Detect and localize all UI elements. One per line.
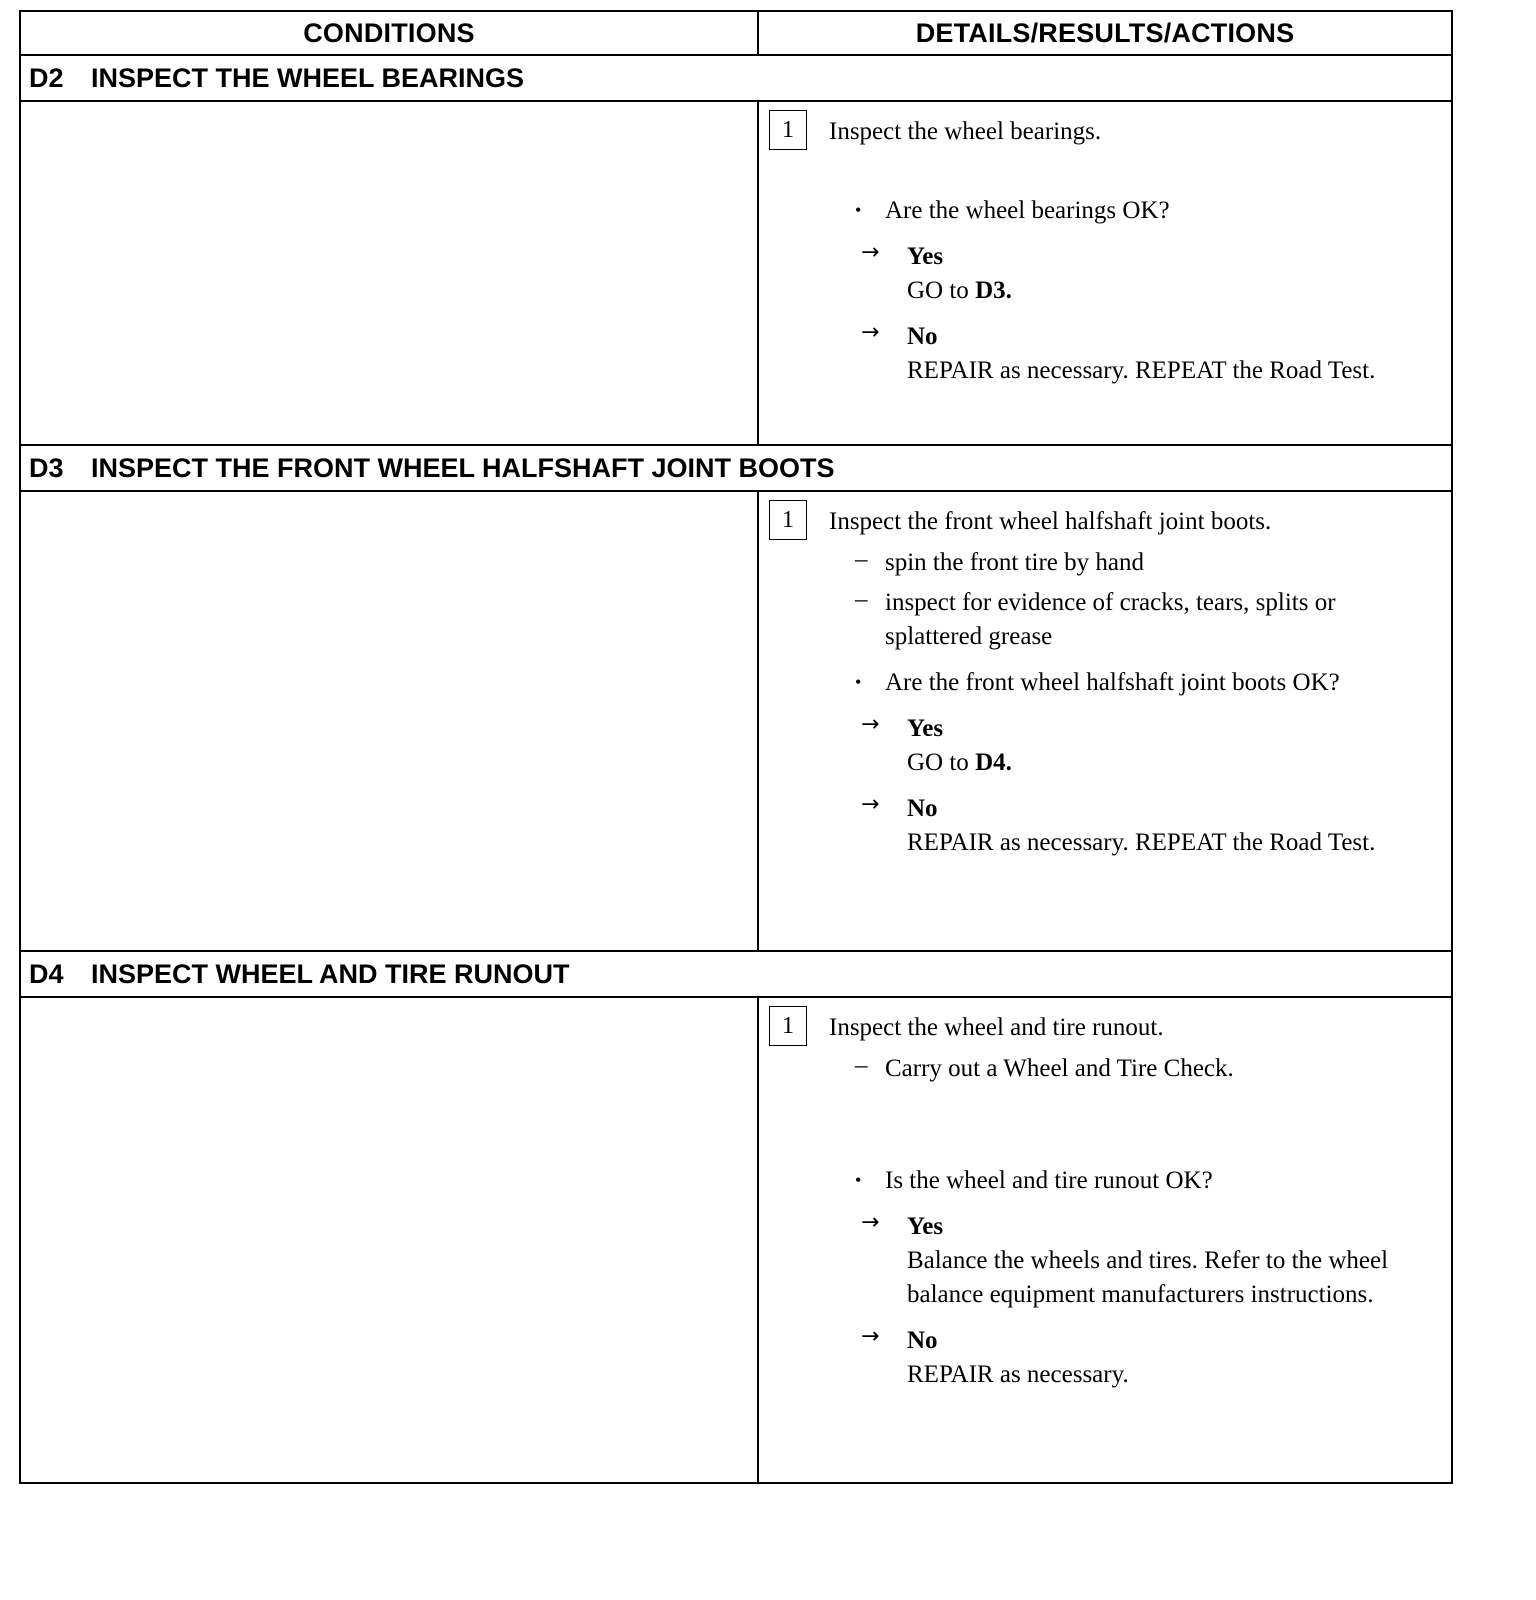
no-text: REPAIR as necessary. REPEAT the Road Test. (907, 829, 1376, 856)
section-d2-header (20, 55, 1452, 101)
question-row (855, 666, 1437, 700)
question-text: Are the front wheel halfshaft joint boots OK? (885, 669, 1340, 696)
details-cell (758, 101, 1452, 445)
substep-item (855, 586, 1437, 654)
yes-text: GO to (907, 277, 976, 304)
section-title: INSPECT WHEEL AND TIRE RUNOUT (91, 958, 570, 989)
step-text: Inspect the wheel bearings. (829, 118, 1102, 145)
conditions-cell (20, 997, 758, 1483)
substep-text: inspect for evidence of cracks, tears, splits or splattered grease (885, 589, 1336, 650)
section-d4-body (20, 997, 1452, 1483)
no-text: REPAIR as necessary. (907, 1361, 1129, 1388)
no-answer (861, 792, 1437, 860)
step-row (769, 1006, 1437, 1046)
arrow-icon: → (861, 1210, 880, 1235)
question-row (855, 194, 1437, 228)
section-d4-header (20, 951, 1452, 997)
question-text: Are the wheel bearings OK? (885, 197, 1170, 224)
yes-label: Yes (907, 1213, 944, 1240)
yes-answer (861, 712, 1437, 780)
no-label: No (907, 1327, 938, 1354)
bullet-icon: • (855, 1170, 862, 1190)
yes-answer (861, 240, 1437, 308)
substep-text: spin the front tire by hand (885, 549, 1144, 576)
details-header: DETAILS/RESULTS/ACTIONS (758, 11, 1452, 55)
substep-text: Carry out a Wheel and Tire Check. (885, 1055, 1234, 1082)
section-title: INSPECT THE WHEEL BEARINGS (91, 62, 525, 93)
no-label: No (907, 323, 938, 350)
arrow-icon: → (861, 1324, 880, 1349)
diagnostic-table (19, 10, 1453, 1484)
conditions-cell (20, 101, 758, 445)
step-row (769, 110, 1437, 150)
arrow-icon: → (861, 712, 880, 737)
yes-target: D4. (975, 749, 1012, 776)
substep-item (855, 546, 1437, 580)
step-number-box: 1 (769, 110, 807, 150)
step-text: Inspect the front wheel halfshaft joint boots. (829, 508, 1272, 535)
section-code: D2 (29, 62, 64, 93)
conditions-header: CONDITIONS (20, 11, 758, 55)
yes-label: Yes (907, 715, 944, 742)
question-row (855, 1164, 1437, 1198)
arrow-icon: → (861, 792, 880, 817)
yes-answer (861, 1210, 1437, 1312)
dash-icon: – (855, 546, 868, 573)
diagnostic-table-page (19, 10, 1451, 1484)
yes-text: Balance the wheels and tires. Refer to the wheel balance equipment manufacturers instructions. (907, 1247, 1389, 1308)
step-number-box: 1 (769, 500, 807, 540)
no-answer (861, 1324, 1437, 1392)
details-cell (758, 491, 1452, 951)
question-text: Is the wheel and tire runout OK? (885, 1167, 1213, 1194)
step-text: Inspect the wheel and tire runout. (829, 1014, 1164, 1041)
section-d3-body (20, 491, 1452, 951)
conditions-cell (20, 491, 758, 951)
dash-icon: – (855, 1052, 868, 1079)
yes-target: D3. (975, 277, 1012, 304)
no-text: REPAIR as necessary. REPEAT the Road Test. (907, 357, 1376, 384)
arrow-icon: → (861, 320, 880, 345)
no-label: No (907, 795, 938, 822)
table-header-row (20, 11, 1452, 55)
dash-icon: – (855, 586, 868, 613)
step-row (769, 500, 1437, 540)
section-code: D3 (29, 452, 64, 483)
arrow-icon: → (861, 240, 880, 265)
substep-item (855, 1052, 1437, 1086)
section-code: D4 (29, 958, 64, 989)
section-d3-header (20, 445, 1452, 491)
section-title: INSPECT THE FRONT WHEEL HALFSHAFT JOINT BOOTS (91, 452, 835, 483)
yes-text: GO to (907, 749, 976, 776)
yes-label: Yes (907, 243, 944, 270)
bullet-icon: • (855, 200, 862, 220)
no-answer (861, 320, 1437, 388)
section-d2-body (20, 101, 1452, 445)
step-number-box: 1 (769, 1006, 807, 1046)
bullet-icon: • (855, 672, 862, 692)
details-cell (758, 997, 1452, 1483)
